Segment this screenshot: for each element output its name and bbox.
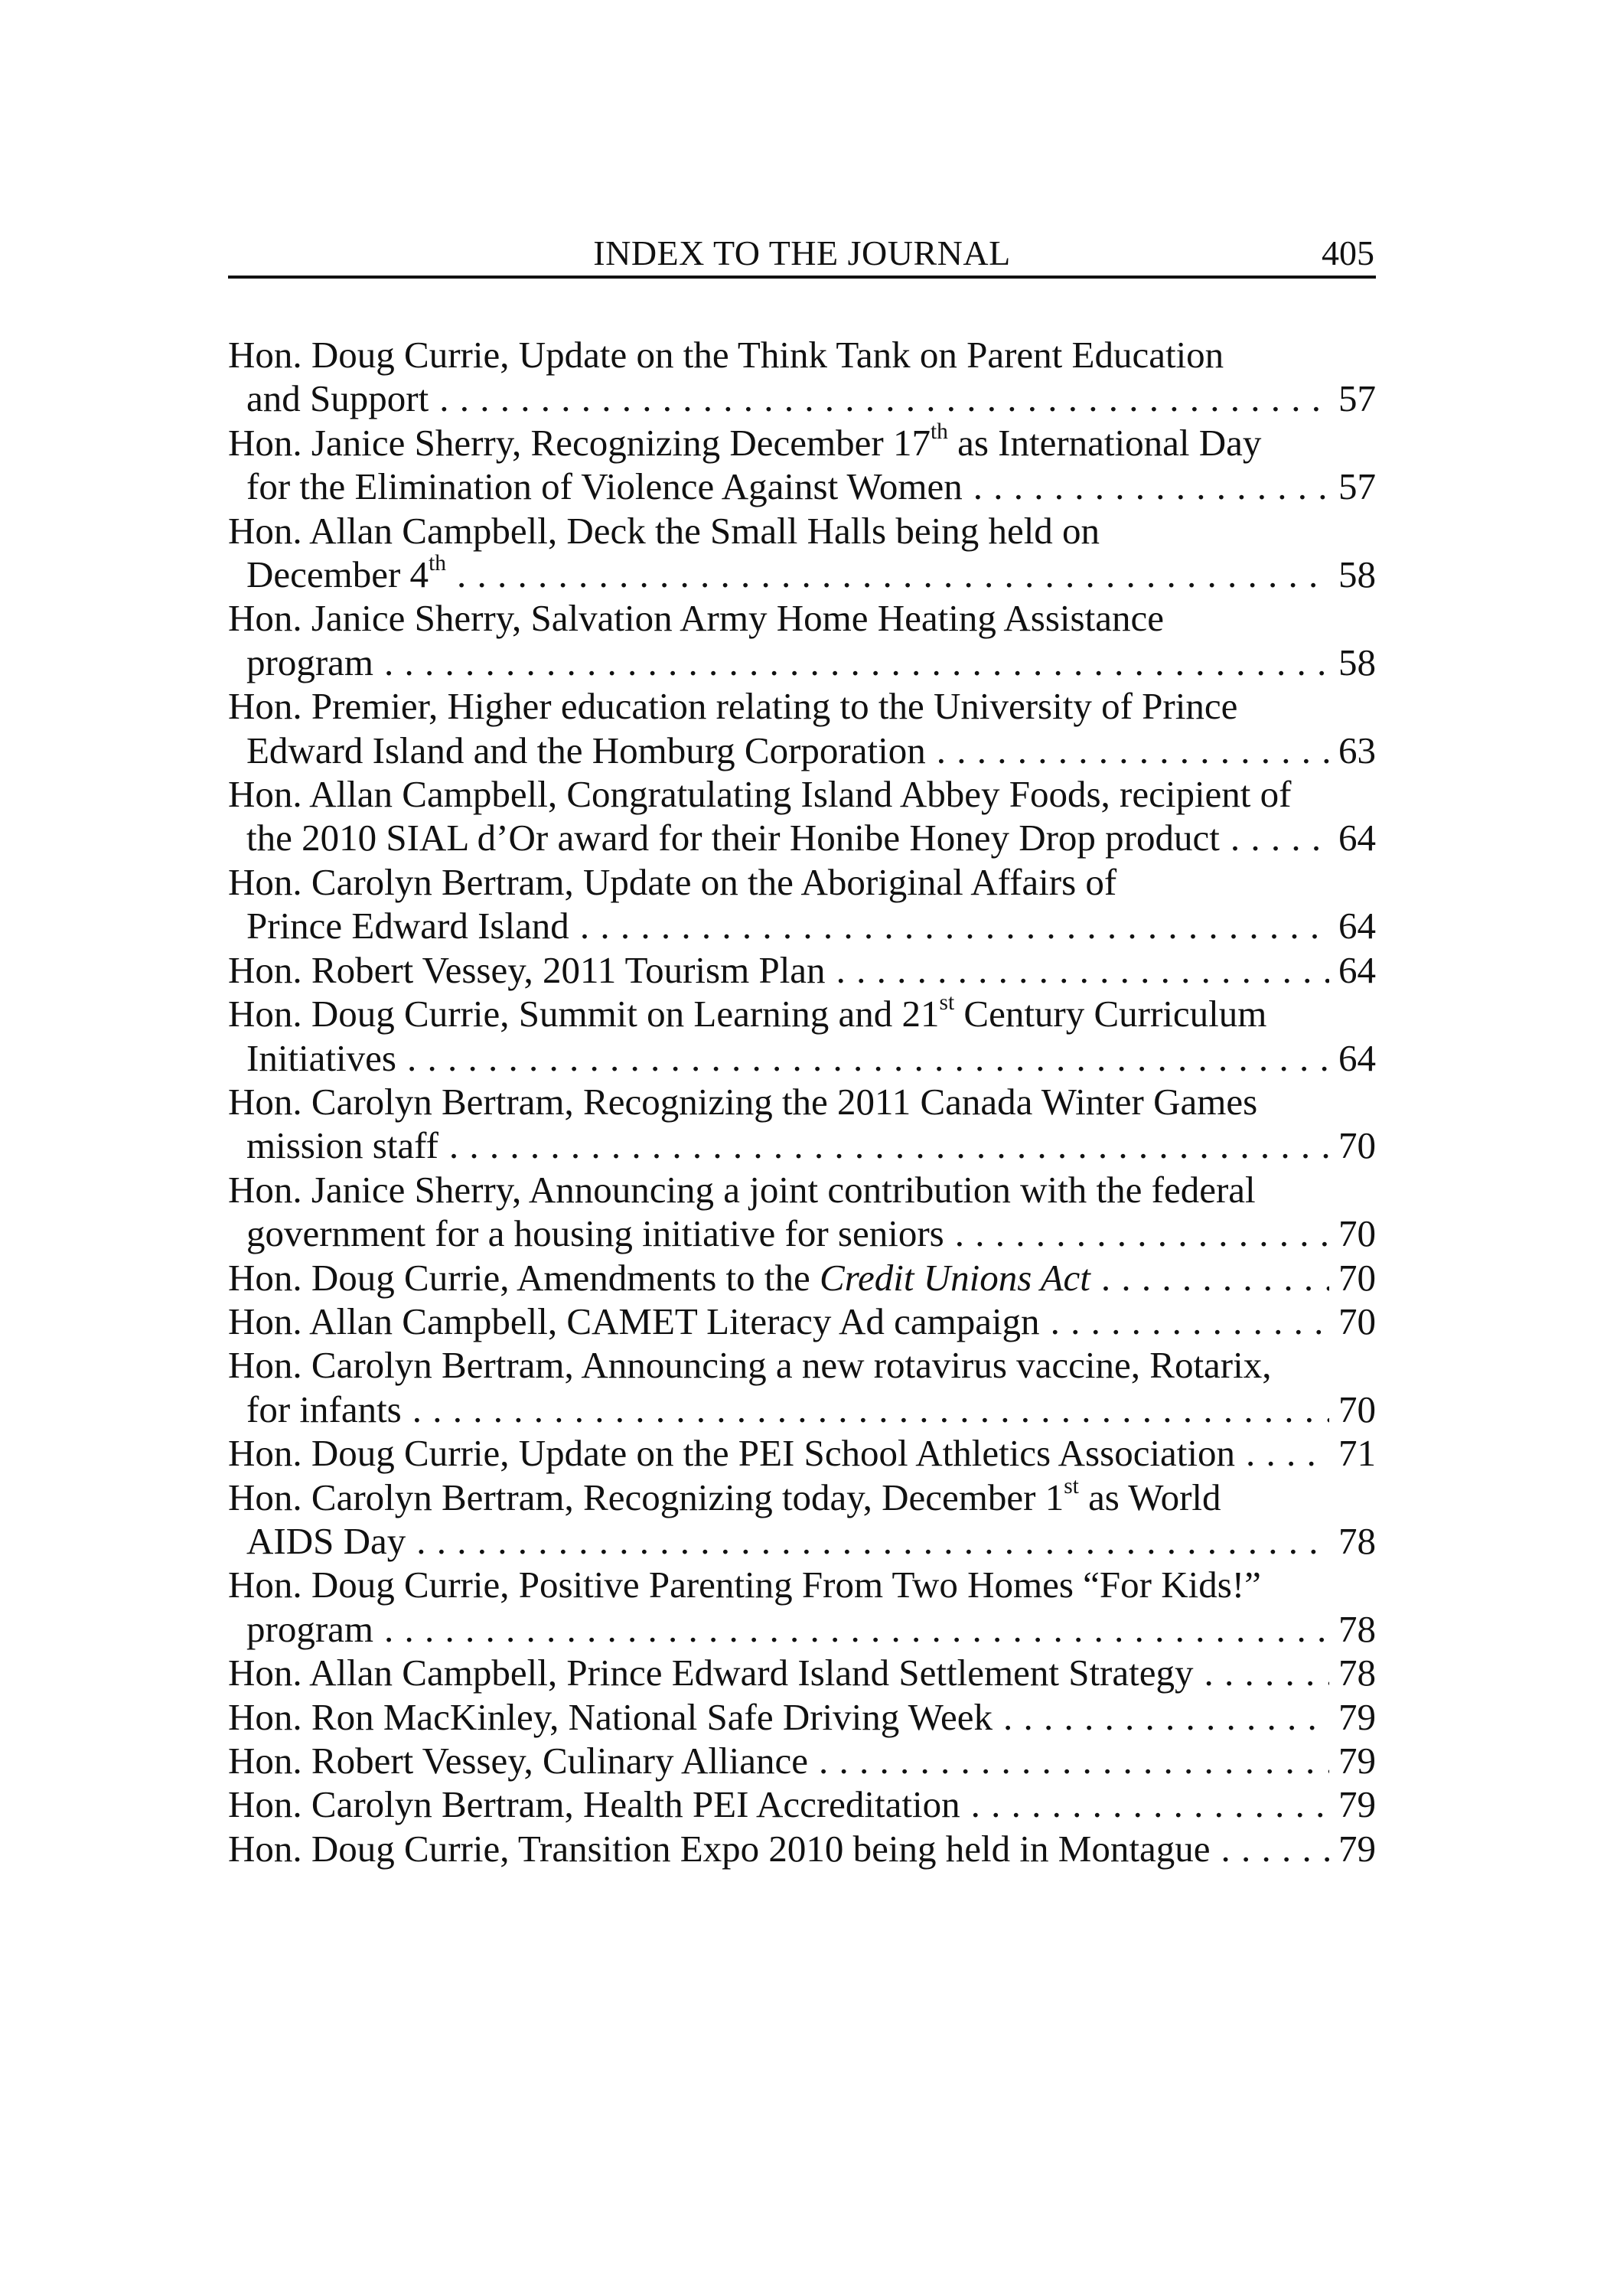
index-entry-list (228, 333, 1376, 1870)
dot-leader (1101, 1256, 1329, 1300)
ordinal-suffix: th (429, 550, 446, 576)
entry-text: Hon. Allan Campbell, Deck the Small Halls being held on (228, 509, 1100, 552)
index-entry (228, 596, 1376, 684)
index-entry (228, 1827, 1376, 1870)
entry-text: program (246, 641, 373, 683)
dot-leader (580, 904, 1329, 947)
index-entry (228, 333, 1376, 421)
index-entry (228, 1256, 1376, 1300)
entry-tail-line (228, 1388, 1376, 1431)
entry-page-number: 58 (1338, 641, 1376, 683)
dot-leader (1231, 816, 1329, 859)
index-entry (228, 1300, 1376, 1343)
entry-text (246, 550, 446, 596)
entry-text-part: Hon. Doug Currie, Summit on Learning and 21 (228, 993, 940, 1035)
entry-text: Hon. Janice Sherry, Salvation Army Home Heating Assistance (228, 597, 1164, 640)
entry-page-number: 70 (1338, 1388, 1376, 1430)
entry-text: Hon. Robert Vessey, Culinary Alliance (228, 1740, 809, 1782)
act-title: Credit Unions Act (820, 1256, 1090, 1299)
entry-page-number: 64 (1338, 1036, 1376, 1079)
ordinal-suffix: th (930, 419, 948, 444)
index-entry (228, 1563, 1376, 1651)
entry-tail-line (228, 377, 1376, 420)
ordinal-suffix: st (1064, 1473, 1079, 1499)
entry-tail-line (228, 1651, 1376, 1694)
entry-tail-line (228, 465, 1376, 508)
entry-tail-line (228, 948, 1376, 992)
entry-text: Prince Edward Island (246, 905, 569, 947)
index-entry (228, 1739, 1376, 1782)
entry-text: Edward Island and the Homburg Corporation (246, 729, 926, 771)
dot-leader (384, 1607, 1329, 1651)
index-entry (228, 421, 1376, 509)
entry-text: Hon. Allan Campbell, Congratulating Island Abbey Foods, recipient of (228, 773, 1292, 816)
entry-tail-line (228, 816, 1376, 859)
page-header (228, 230, 1376, 279)
entry-page-number: 57 (1338, 377, 1376, 420)
entry-text: Hon. Ron MacKinley, National Safe Driving Week (228, 1695, 993, 1738)
dot-leader (836, 948, 1329, 992)
entry-page-number: 70 (1338, 1124, 1376, 1167)
index-entry (228, 1431, 1376, 1475)
entry-text (228, 1473, 1376, 1519)
entry-text: government for a housing initiative for seniors (246, 1212, 944, 1255)
entry-text: Hon. Doug Currie, Positive Parenting From Two Homes “For Kids!” (228, 1564, 1261, 1606)
entry-tail-line (228, 641, 1376, 684)
entry-text: Hon. Carolyn Bertram, Announcing a new rotavirus vaccine, Rotarix, (228, 1344, 1272, 1387)
index-entry (228, 509, 1376, 597)
entry-tail-line (228, 1827, 1376, 1870)
entry-page-number: 78 (1338, 1652, 1376, 1694)
entry-text: Hon. Allan Campbell, CAMET Literacy Ad campaign (228, 1300, 1040, 1342)
entry-text-part: as International Day (947, 421, 1262, 464)
entry-tail-line (228, 1431, 1376, 1475)
entry-page-number: 57 (1338, 465, 1376, 508)
entry-text: Hon. Doug Currie, Update on the PEI School Athletics Association (228, 1432, 1236, 1475)
entry-text: for infants (246, 1388, 402, 1430)
ordinal-suffix: st (939, 990, 955, 1016)
entry-text-part: Hon. Doug Currie, Amendments to the (228, 1256, 820, 1299)
entry-text (228, 1256, 1090, 1300)
dot-leader (407, 1036, 1329, 1080)
entry-page-number: 71 (1338, 1432, 1376, 1475)
dot-leader (971, 1782, 1329, 1826)
entry-tail-line (228, 729, 1376, 772)
dot-leader (439, 377, 1329, 420)
entry-tail-line (228, 1782, 1376, 1826)
entry-text (228, 421, 1376, 465)
entry-tail-line (228, 904, 1376, 947)
dot-leader (412, 1388, 1329, 1431)
entry-text: Hon. Doug Currie, Update on the Think Tank on Parent Education (228, 334, 1224, 376)
entry-tail-line (228, 1256, 1376, 1300)
index-entry (228, 948, 1376, 992)
entry-tail-line (228, 1300, 1376, 1343)
entry-text-part: Hon. Janice Sherry, Recognizing December 17 (228, 421, 931, 464)
dot-leader (1204, 1651, 1330, 1694)
entry-tail-line (228, 1519, 1376, 1563)
entry-page-number: 64 (1338, 817, 1376, 859)
entry-page-number: 70 (1338, 1256, 1376, 1299)
entry-text: mission staff (246, 1124, 438, 1167)
entry-text: for the Elimination of Violence Against Women (246, 465, 963, 508)
dot-leader (1003, 1695, 1329, 1739)
entry-page-number: 78 (1338, 1607, 1376, 1650)
entry-page-number: 63 (1338, 729, 1376, 771)
dot-leader (819, 1739, 1329, 1782)
entry-text: Hon. Robert Vessey, 2011 Tourism Plan (228, 948, 826, 991)
entry-tail-line (228, 1695, 1376, 1739)
index-entry (228, 992, 1376, 1080)
entry-page-number: 78 (1338, 1519, 1376, 1562)
index-entry (228, 1695, 1376, 1739)
index-entry (228, 860, 1376, 948)
entry-text: Initiatives (246, 1036, 396, 1079)
entry-tail-line (228, 1124, 1376, 1167)
entry-page-number: 64 (1338, 948, 1376, 991)
entry-page-number: 79 (1338, 1783, 1376, 1826)
index-entry (228, 1343, 1376, 1431)
entry-text: AIDS Day (246, 1519, 406, 1562)
dot-leader (937, 729, 1329, 772)
page-number: 405 (1322, 233, 1374, 272)
dot-leader (973, 465, 1329, 508)
index-entry (228, 1168, 1376, 1256)
entry-text-part: Century Curriculum (954, 993, 1267, 1035)
entry-text: the 2010 SIAL d’Or award for their Honibe Honey Drop product (246, 817, 1220, 859)
page-title: INDEX TO THE JOURNAL (593, 233, 1011, 272)
index-entry (228, 1080, 1376, 1168)
entry-tail-line (228, 1607, 1376, 1651)
entry-page-number: 79 (1338, 1695, 1376, 1738)
entry-text: Hon. Allan Campbell, Prince Edward Island Settlement Strategy (228, 1652, 1194, 1694)
entry-page-number: 58 (1338, 553, 1376, 596)
index-entry (228, 1782, 1376, 1826)
entry-tail-line (228, 1212, 1376, 1255)
entry-tail-line (228, 1739, 1376, 1782)
entry-text-part: December 4 (246, 553, 429, 596)
entry-text: and Support (246, 377, 429, 420)
index-entry (228, 772, 1376, 860)
entry-text: Hon. Doug Currie, Transition Expo 2010 being held in Montague (228, 1827, 1211, 1870)
entry-text: program (246, 1607, 373, 1650)
entry-text: Hon. Premier, Higher education relating to the University of Prince (228, 685, 1238, 728)
entry-page-number: 64 (1338, 905, 1376, 947)
entry-page-number: 70 (1338, 1212, 1376, 1255)
entry-tail-line (228, 550, 1376, 596)
dot-leader (457, 553, 1329, 596)
dot-leader (449, 1124, 1329, 1167)
dot-leader (955, 1212, 1329, 1255)
dot-leader (416, 1519, 1329, 1563)
entry-page-number: 79 (1338, 1740, 1376, 1782)
entry-tail-line (228, 1036, 1376, 1080)
entry-text-part: Hon. Carolyn Bertram, Recognizing today, December 1 (228, 1476, 1064, 1518)
index-entry (228, 684, 1376, 772)
entry-page-number: 70 (1338, 1300, 1376, 1342)
entry-text: Hon. Janice Sherry, Announcing a joint contribution with the federal (228, 1168, 1256, 1211)
dot-leader (1246, 1431, 1329, 1475)
dot-leader (384, 641, 1329, 684)
entry-text (228, 992, 1376, 1035)
dot-leader (1051, 1300, 1329, 1343)
index-entry (228, 1473, 1376, 1564)
entry-text: Hon. Carolyn Bertram, Update on the Aboriginal Affairs of (228, 860, 1117, 903)
entry-text: Hon. Carolyn Bertram, Recognizing the 2011 Canada Winter Games (228, 1080, 1258, 1123)
entry-text: Hon. Carolyn Bertram, Health PEI Accreditation (228, 1783, 960, 1826)
dot-leader (1221, 1827, 1329, 1870)
entry-page-number: 79 (1338, 1827, 1376, 1870)
entry-text-part: as World (1078, 1476, 1221, 1518)
index-entry (228, 1651, 1376, 1694)
